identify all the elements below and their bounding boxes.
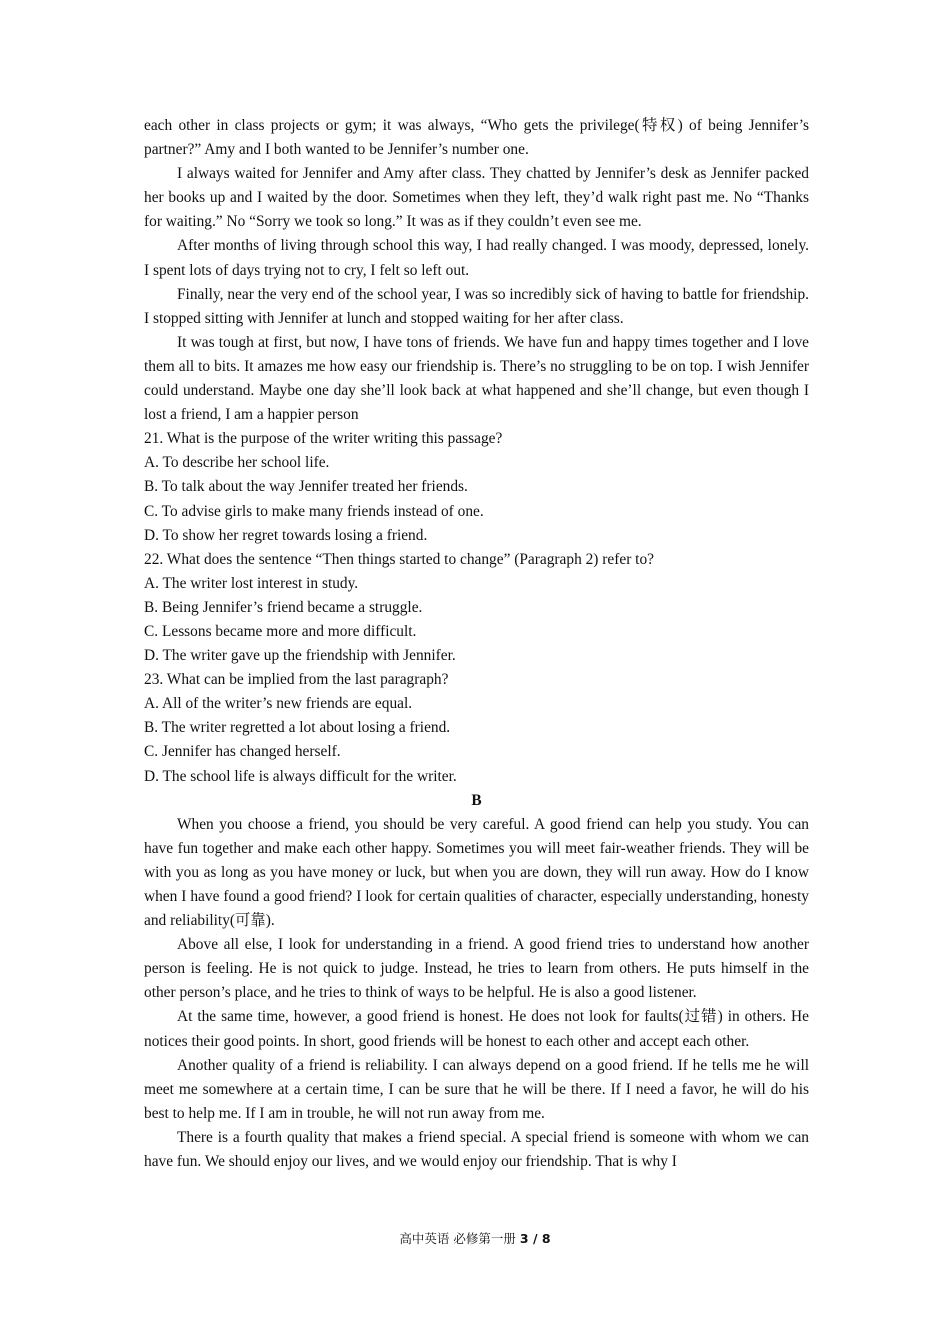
document-page	[144, 114, 809, 1174]
passage-b-paragraph: There is a fourth quality that makes a friend special. A special friend is someone with whom we can have fun. We should enjoy our lives, and we would enjoy our friendship. That is why I	[144, 1128, 809, 1171]
question-option: C. Lessons became more and more difficult.	[144, 622, 417, 640]
section-heading: B	[471, 791, 482, 809]
page-number: 3 / 8	[519, 1231, 551, 1246]
question-option: D. The school life is always difficult for the writer.	[144, 767, 457, 785]
question-option: C. Jennifer has changed herself.	[144, 743, 341, 761]
passage-a-paragraph: It was tough at first, but now, I have tons of friends. We have fun and happy times together and I love them all to bits. It amazes me how easy our friendship is. There’s no struggling to be on top. I wish Jennifer could understand. Maybe one day she’ll look back at what happened and she’ll change, but even though I lost a friend, I am a happier person	[144, 333, 809, 424]
passage-b-paragraph: Another quality of a friend is reliability. I can always depend on a good friend. If he tells me he will meet me somewhere at a certain time, I can be sure that he will be there. If I need a favor, he will do his best to help me. If I am in trouble, he will not run away from me.	[144, 1056, 809, 1122]
question-option: C. To advise girls to make many friends instead of one.	[144, 502, 484, 520]
passage-b-paragraph: Above all else, I look for understanding in a friend. A good friend tries to understand how another person is feeling. He is not quick to judge. Instead, he tries to learn from others. He puts himself in the other person’s place, and he tries to think of ways to be helpful. He is also a good listener.	[144, 936, 809, 1002]
page-footer	[0, 1229, 950, 1247]
question-option: A. All of the writer’s new friends are equal.	[144, 695, 413, 713]
question-option: B. To talk about the way Jennifer treated her friends.	[144, 478, 468, 496]
question-21	[144, 427, 809, 547]
footer-label: 高中英语 必修第一册	[399, 1231, 516, 1246]
question-option: A. The writer lost interest in study.	[144, 574, 359, 592]
question-option: D. To show her regret towards losing a friend.	[144, 526, 428, 544]
question-stem: 22. What does the sentence “Then things started to change” (Paragraph 2) refer to?	[144, 550, 654, 568]
passage-b-paragraph: At the same time, however, a good friend is honest. He does not look for faults(过错) in others. He notices their good points. In short, good friends will be honest to each other and accept each other.	[144, 1008, 809, 1050]
passage-a-paragraph: After months of living through school this way, I had really changed. I was moody, depressed, lonely. I spent lots of days trying not to cry, I felt so left out.	[144, 237, 809, 279]
passage-a-paragraph: Finally, near the very end of the school year, I was so incredibly sick of having to battle for friendship. I stopped sitting with Jennifer at lunch and stopped waiting for her after class.	[144, 285, 809, 327]
question-22	[144, 548, 809, 668]
question-option: A. To describe her school life.	[144, 454, 330, 472]
passage-a-paragraph: I always waited for Jennifer and Amy after class. They chatted by Jennifer’s desk as Jennifer packed her books up and I waited by the door. Sometimes when they left, they’d walk right past me. No “Thanks for waiting.” No “Sorry we took so long.” It was as if they couldn’t even see me.	[144, 165, 809, 231]
passage-a-paragraph: each other in class projects or gym; it was always, “Who gets the privilege(特权) of being Jennifer’s partner?” Amy and I both wanted to be Jennifer’s number one.	[144, 117, 809, 159]
passage-b-paragraph: When you choose a friend, you should be very careful. A good friend can help you study. You can have fun together and make each other happy. Sometimes you will meet fair-weather friends. They will be with you as long as you have money or luck, but when you are down, they will run away. How do I know when I have found a good friend? I look for certain qualities of character, especially understanding, honesty and reliability(可靠).	[144, 815, 809, 930]
question-stem: 21. What is the purpose of the writer writing this passage?	[144, 430, 503, 448]
question-option: B. The writer regretted a lot about losing a friend.	[144, 719, 451, 737]
question-option: B. Being Jennifer’s friend became a struggle.	[144, 598, 423, 616]
question-stem: 23. What can be implied from the last paragraph?	[144, 671, 449, 689]
question-option: D. The writer gave up the friendship with Jennifer.	[144, 647, 456, 665]
question-23	[144, 668, 809, 788]
